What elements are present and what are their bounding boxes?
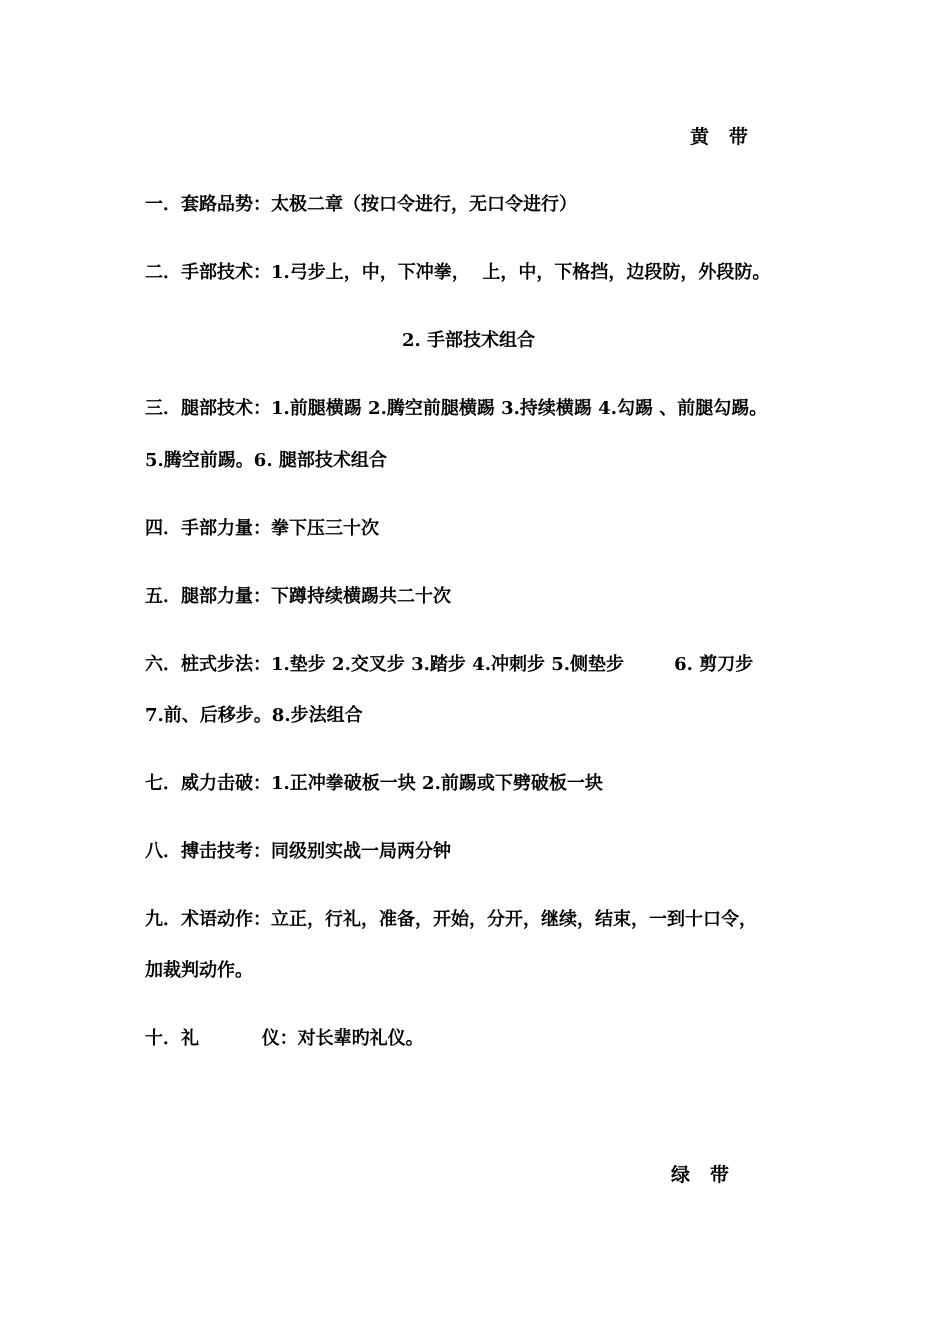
item-leg-strength: 五．腿部力量：下蹲持续横踢共二十次 bbox=[145, 586, 451, 607]
item-leg-technique: 三．腿部技术：1.前腿横踢 2.腾空前腿横踢 3.持续横踢 4.勾踢 、前腿勾踢。 bbox=[145, 398, 768, 419]
item-breaking: 七．威力击破：1.正冲拳破板一块 2.前踢或下劈破板一块 bbox=[145, 773, 603, 794]
item-hand-technique: 二．手部技术：1.弓步上，中，下冲拳， 上，中，下格挡，边段防，外段防。 bbox=[145, 262, 771, 283]
item-hand-strength: 四．手部力量：拳下压三十次 bbox=[145, 518, 379, 539]
heading-green-belt: 绿 带 bbox=[671, 1164, 729, 1186]
item-sparring: 八．搏击技考：同级别实战一局两分钟 bbox=[145, 841, 451, 862]
item-leg-technique-cont: 5.腾空前踢。6. 腿部技术组合 bbox=[145, 450, 387, 471]
item-forms: 一．套路品势：太极二章（按口令进行，无口令进行） bbox=[145, 194, 577, 215]
item-terminology-cont: 加裁判动作。 bbox=[145, 960, 253, 981]
item-footwork: 六．桩式步法：1.垫步 2.交叉步 3.踏步 4.冲刺步 5.侧垫步 6. 剪刀步 bbox=[145, 654, 754, 675]
item-hand-technique-combo: 2. 手部技术组合 bbox=[402, 330, 536, 351]
item-etiquette: 十．礼 仪：对长辈旳礼仪。 bbox=[145, 1028, 424, 1049]
item-terminology: 九．术语动作：立正，行礼，准备，开始，分开，继续，结束，一到十口令， bbox=[145, 909, 757, 930]
item-footwork-cont: 7.前、后移步。8.步法组合 bbox=[145, 705, 363, 726]
heading-yellow-belt: 黄 带 bbox=[690, 126, 748, 148]
